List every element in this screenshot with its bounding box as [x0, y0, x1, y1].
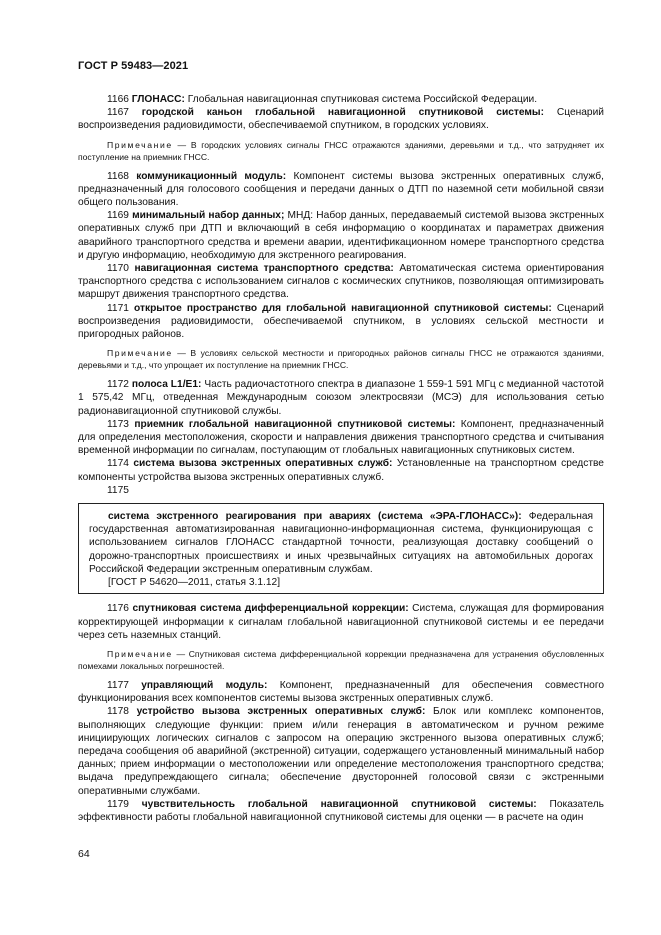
term-title: система вызова экстренных оперативных служб: — [133, 458, 393, 470]
source-reference: [ГОСТ Р 54620—2011, статья 3.1.12] — [108, 577, 281, 589]
framed-term-1175 — [78, 503, 604, 594]
term-entry-1173: 1173 приемник глобальной навигационной спутниковой системы: Компонент, предназначенный для определения местоположения, скорости и направления движения транспортного средства и считывания временной информации по сигналам, поступающим от глобальных навигационных спутниковых систем. — [78, 418, 604, 457]
term-title: спутниковая система дифференциальной коррекции: — [132, 603, 409, 615]
term-title: городской каньон глобальной навигационной спутниковой системы: — [141, 107, 545, 119]
term-definition: Глобальная навигационная спутниковая система Российской Федерации. — [184, 94, 538, 105]
term-definition: Компонент, предназначенный для определения местоположения, скорости и направления движения транспортного средства и считывания временной информации по сигналам, поступающим от глобальных навигационных спутниковых систем. — [78, 418, 604, 457]
term-title: коммуникационный модуль: — [136, 170, 287, 182]
term-entry-1170: 1170 навигационная система транспортного средства: Автоматическая система ориентирования транспортного средства с использованием сигналов с космических спутников, позволяющая оптимизировать маршрут движения транспортного средства. — [78, 263, 604, 301]
term-title: система экстренного реагирования при авариях (система «ЭРА-ГЛОНАСС»): — [108, 511, 522, 523]
term-definition: Компонент системы вызова экстренных оперативных служб, предназначенный для голосового сообщения и передачи данных о ДТП по наземной сети мобильной связи общего пользования. — [78, 170, 604, 209]
term-entry-1171: 1171 открытое пространство для глобальной навигационной спутниковой системы: Сценарий воспроизведения радиовидимости, обеспечиваемой спутником, в условиях сельской местности и пригородных районов. — [78, 302, 604, 341]
term-title: полоса L1/E1: — [131, 379, 202, 391]
term-title: ГЛОНАСС: — [131, 94, 185, 105]
term-definition: Блок или комплекс компонентов, выполняющих следующие функции: прием и/или генерация в автоматическом и ручном режиме инициирующих логических сигналов с запросом на операцию экстренного вызова оперативных служб; передача сообщения об аварийной (экстренной) ситуации, содержащего установленный минимальный набор данных; прием информации о местоположении или определение местоположения транспортного средства; выдача предупреждающего сигнала; обеспечение двусторонней голосовой связи с экстренными оперативными службами. — [78, 706, 604, 797]
term-definition: Установленные на транспортном средстве компоненты устройства вызова экстренных оперативных служб. — [78, 458, 604, 483]
term-entry-1169: 1169 минимальный набор данных; МНД: Набор данных, передаваемый системой вызова экстренных оперативных служб при ДТП и включающий в себя информацию о координатах и параметрах движения аварийного транспортного средства и времени аварии, идентификационном номере транспортного средства и другую информацию, необходимую для экстренного реагирования. — [78, 210, 604, 261]
note-text: — Спутниковая система дифференциальной коррекции предназначена для устранения обусловленных помехами локальных погрешностей. — [78, 648, 604, 671]
term-definition: Показатель эффективности работы глобальной навигационной спутниковой системы для оценки — в расчете на один — [78, 798, 604, 823]
term-title: приемник глобальной навигационной спутниковой системы: — [134, 418, 456, 430]
term-definition: Сценарий воспроизведения радиовидимости, обеспечиваемой спутником, в условиях сельской местности и пригородных районов. — [78, 302, 604, 341]
term-definition: Компонент, предназначенный для обеспечения совместного функционирования всех компонентов системы вызова экстренных оперативных служб. — [78, 679, 604, 705]
term-entry-1174: 1174 система вызова экстренных оперативных служб: Установленные на транспортном средстве компоненты устройства вызова экстренных оперативных служб. — [78, 458, 604, 483]
term-definition: Федеральная государственная автоматизированная навигационно-информационная система, функционирующая с использованием сигналов ГЛОНАСС стандартной точности, реализующая доставку сообщений о дорожно-транспортных происшествиях и иных чрезвычайных ситуациях на автомобильных дорогах Российской Федерации экстренным оперативным службам. — [89, 511, 593, 575]
page-number: 64 — [78, 848, 90, 860]
term-entry-1176: 1176 спутниковая система дифференциальной коррекции: Система, служащая для формирования корректирующей информации к сигналам глобальной навигационной спутниковой системы и ее передачи через сеть наземных станций. — [78, 603, 604, 641]
note-text: — В условиях сельской местности и пригородных районов сигналы ГНСС не отражаются зданиями, деревьями и т.д., что упрощает их поступление на приемник ГНСС. — [78, 348, 604, 371]
term-title: устройство вызова экстренных оперативных служб: — [136, 706, 426, 718]
note-label: Примечание — [107, 648, 173, 659]
term-entry-1175 — [89, 510, 593, 576]
term-title: навигационная система транспортного средства: — [134, 263, 394, 275]
document-body — [78, 93, 604, 824]
term-entry-1172: 1172 полоса L1/E1: Часть радиочастотного спектра в диапазоне 1 559-1 591 МГц с медианной частотой 1 575,42 МГц, отведенная Международным союзом электросвязи (МСЭ) для использования сетью радионавигационной спутниковой службы. — [78, 379, 604, 417]
term-definition: Часть радиочастотного спектра в диапазоне 1 559-1 591 МГц с медианной частотой 1 575,42 МГц, отведенная Международным союзом электросвязи (МСЭ) для использования сетью радионавигационной спутниковой службы. — [78, 379, 604, 417]
term-definition: Автоматическая система ориентирования транспортного средства с использованием сигналов с космических спутников, позволяющая оптимизировать маршрут движения транспортного средства. — [78, 263, 604, 301]
term-definition: МНД: Набор данных, передаваемый системой вызова экстренных оперативных служб при ДТП и включающий в себя информацию о координатах и параметрах движения аварийного транспортного средства и времени аварии, идентификационном номере транспортного средства и другую информацию, необходимую для экстренного реагирования. — [78, 210, 604, 261]
term-title: управляющий модуль: — [141, 679, 268, 691]
term-title: открытое пространство для глобальной навигационной спутниковой системы: — [134, 302, 552, 314]
note-label: Примечание — [107, 139, 173, 150]
term-entry-1168: 1168 коммуникационный модуль: Компонент системы вызова экстренных оперативных служб, предназначенный для голосового сообщения и передачи данных о ДТП по наземной сети мобильной связи общего пользования. — [78, 170, 604, 209]
term-definition: Система, служащая для формирования корректирующей информации к сигналам глобальной навигационной спутниковой системы и ее передачи через сеть наземных станций. — [78, 603, 604, 641]
term-title: минимальный набор данных; — [132, 210, 285, 222]
note-1176 — [78, 648, 604, 672]
term-entry-1179: 1179 чувствительность глобальной навигационной спутниковой системы: Показатель эффективности работы глобальной навигационной спутниковой системы для оценки — в расчете на один — [78, 798, 604, 823]
term-number-1175: 1175 — [107, 484, 129, 496]
term-title: чувствительность глобальной навигационной спутниковой системы: — [141, 798, 537, 810]
term-entry-1166: 1166 ГЛОНАСС: Глобальная навигационная спутниковая система Российской Федерации. — [107, 94, 538, 105]
note-label: Примечание — [107, 348, 173, 359]
note-1167 — [78, 139, 604, 163]
note-1171 — [78, 347, 604, 371]
document-header: ГОСТ Р 59483—2021 — [78, 60, 189, 72]
note-text: — В городских условиях сигналы ГНСС отражаются зданиями, деревьями и т.д., что затрудняет их поступление на приемник ГНСС. — [78, 139, 604, 162]
term-entry-1177: 1177 управляющий модуль: Компонент, предназначенный для обеспечения совместного функционирования всех компонентов системы вызова экстренных оперативных служб. — [78, 679, 604, 705]
term-entry-1167: 1167 городской каньон глобальной навигационной спутниковой системы: Сценарий воспроизведения радиовидимости, обеспечиваемой спутником, в городских условиях. — [78, 107, 604, 132]
term-entry-1178: 1178 устройство вызова экстренных оперативных служб: Блок или комплекс компонентов, выполняющих следующие функции: прием и/или генерация в автоматическом и ручном режиме инициирующих логических сигналов с запросом на операцию экстренного вызова оперативных служб; передача сообщения об аварийной (экстренной) ситуации, содержащего установленный минимальный набор данных; прием информации о местоположении или определение местоположения транспортного средства; выдача предупреждающего сигнала; обеспечение двусторонней голосовой связи с экстренными оперативными службами. — [78, 706, 604, 797]
term-definition: Сценарий воспроизведения радиовидимости, обеспечиваемой спутником, в городских условиях. — [78, 107, 604, 132]
